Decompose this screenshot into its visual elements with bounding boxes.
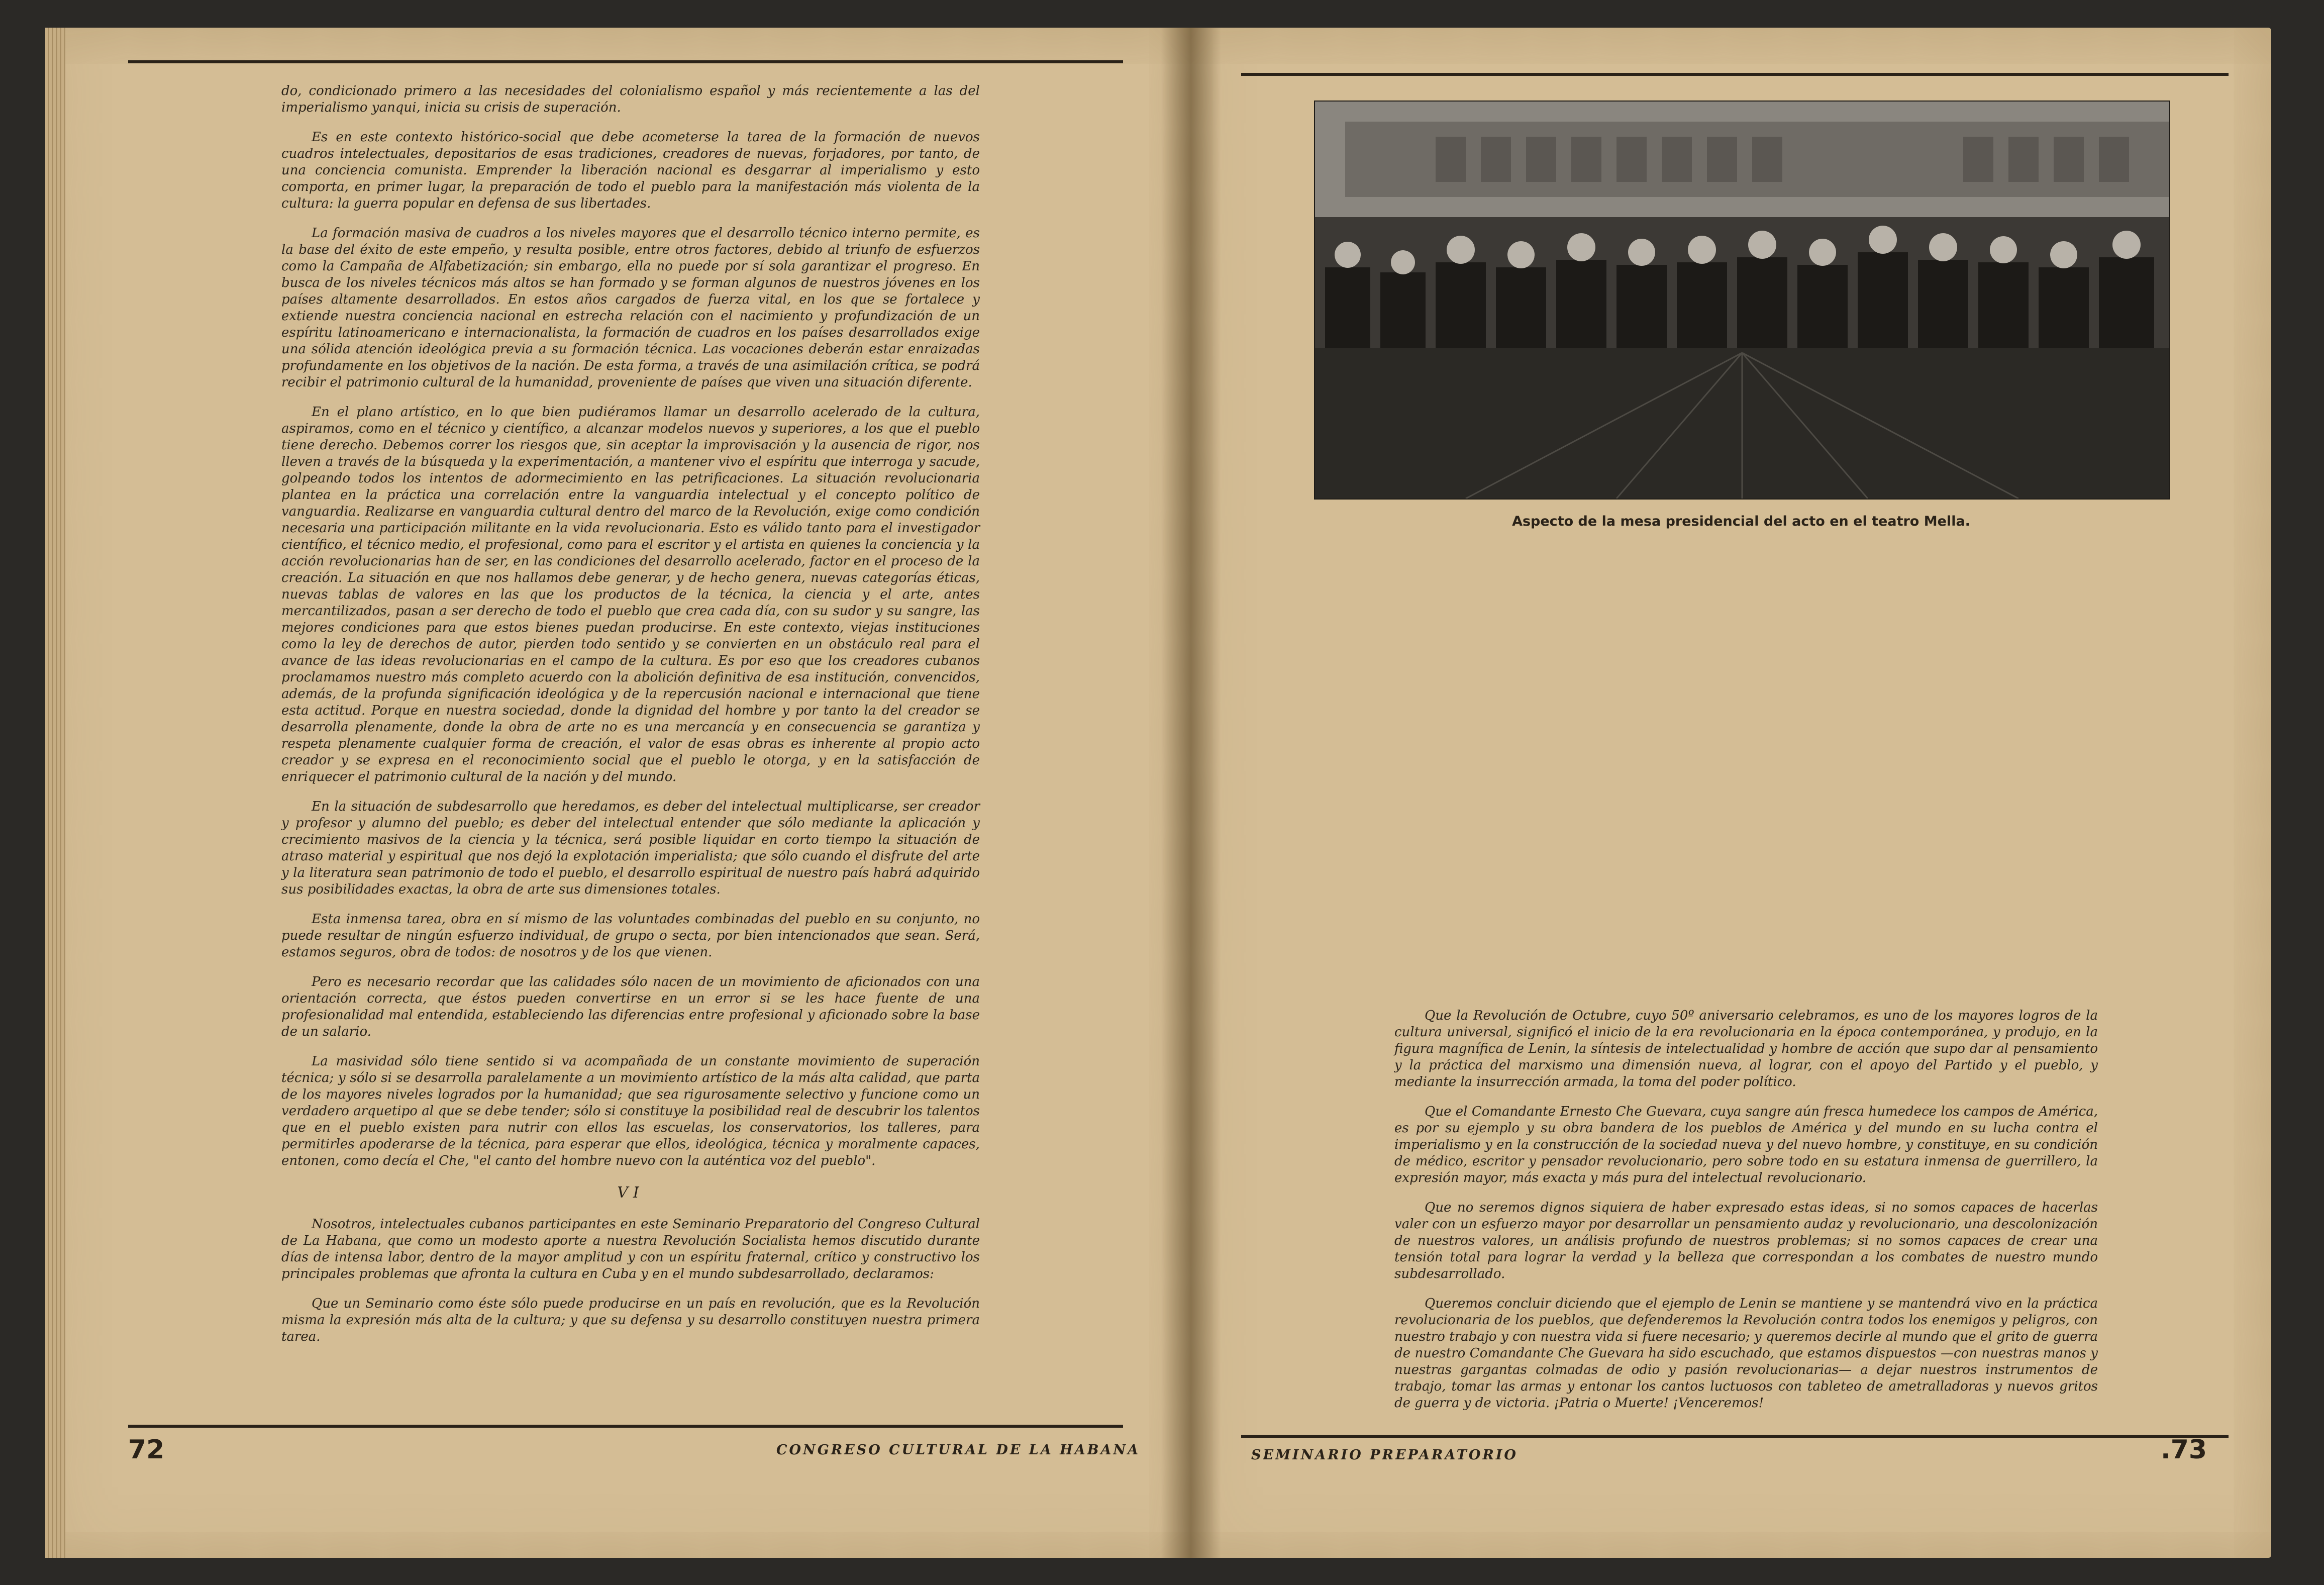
- paragraph: Esta inmensa tarea, obra en sí mismo de las voluntades combinadas del pueblo en su conjunto, no puede resultar de ningún esfuerzo individual, de grupo o secta, por bien intencionados que sean. Será, estamos seguros, obra de todos: de nosotros y de los que vienen.: [281, 912, 980, 960]
- right-top-rule: [1241, 73, 2229, 76]
- left-body-text: [281, 83, 980, 1358]
- right-bottom-rule: [1241, 1435, 2229, 1438]
- paragraph: Es en este contexto histórico-social que debe acometerse la tarea de la formación de nuevos cuadros intelectuales, depositarios de esas tradiciones, creadores de nuevas, forjadores, por tanto, de una conciencia comunista. Emprender la liberación nacional es desgarrar al imperialismo y esto comporta, en primer lugar, la preparación de todo el pueblo para la manifestación más violenta de la cultura: la guerra popular en defensa de sus libertades.: [281, 130, 980, 211]
- paragraph: La formación masiva de cuadros a los niveles mayores que el desarrollo técnico interno permite, es la base del éxito de este empeño, y resulta posible, entre otros factores, debido al triunfo de esfuerzos como la Campaña de Alfabetización; sin embargo, ella no puede por sí sola garantizar el progreso. En busca de los niveles técnicos más altos se han formado y se forman algunos de nuestros jóvenes en los países altamente desarrollados. En estos años cargados de fuerza vital, en los que se fortalece y extiende nuestra conciencia nacional en estrecha relación con el nacimiento y profundización de un espíritu latinoamericano e internacionalista, la formación de cuadros en los países desarrollados exige una sólida atención ideológica previa a su formación técnica. Las vocaciones deberán estar enraizadas profundamente en los objetivos de la nación. De esta forma, a través de una asimilación crítica, se podrá recibir el patrimonio cultural de la humanidad, proveniente de países que viven una situación diferente.: [281, 226, 980, 390]
- paragraph: Nosotros, intelectuales cubanos participantes en este Seminario Preparatorio del Congreso Cultural de La Habana, que como un modesto aporte a nuestra Revolución Socialista hemos discutido durante días de intensa labor, dentro de la mayor amplitud y con un espíritu fraternal, crítico y constructivo los principales problemas que afronta la cultura en Cuba y en el mundo subdesarrollado, declaramos:: [281, 1217, 980, 1281]
- section-heading: VI: [617, 1184, 644, 1202]
- paragraph: Que el Comandante Ernesto Che Guevara, cuya sangre aún fresca humedece los campos de América, es por su ejemplo y su obra bandera de los pueblos de América y del mundo en su lucha contra el imperialismo y en la construcción de la sociedad nueva y del nuevo hombre, y constituye, en su condición de médico, escritor y pensador revolucionario, pero sobre todo en su estatura inmensa de guerrillero, la expresión mayor, más exacta y más pura del intelectual revolucionario.: [1394, 1104, 2098, 1185]
- paragraph: do, condicionado primero a las necesidades del colonialismo español y más recientemente a las del imperialismo yanqui, inicia su crisis de superación.: [281, 83, 980, 115]
- page-edges: [45, 28, 65, 1558]
- left-top-rule: [128, 60, 1123, 63]
- right-body-text: [1394, 1008, 2098, 1425]
- gutter-shadow: [1161, 28, 1191, 1558]
- paragraph: En la situación de subdesarrollo que heredamos, es deber del intelectual multiplicarse, ser creador y profesor y alumno del pueblo; es deber del intelectual entender que sólo mediante la aplicación y crecimiento masivos de la ciencia y la técnica, será posible liquidar en corto tiempo la situación de atraso material y espiritual que nos dejó la explotación imperialista; que sólo cuando el disfrute del arte y la literatura sean patrimonio de todo el pueblo, el desarrollo espiritual de nuestro país habrá adquirido sus posibilidades exactas, la obra de arte sus dimensiones totales.: [281, 799, 980, 897]
- paragraph: La masividad sólo tiene sentido si va acompañada de un constante movimiento de superación técnica; y sólo si se desarrolla paralelamente a un movimiento artístico de la más alta calidad, que parta de los mayores niveles logrados por la humanidad; que sea rigurosamente selectivo y funcione como un verdadero arquetipo al que se debe tender; sólo si constituye la posibilidad real de descubrir los talentos que en el pueblo existen para nutrir con ellos las escuelas, los conservatorios, los talleres, para permitirles apoderarse de la técnica, para esperar que ellos, ideológica, técnica y moralmente capaces, entonen, como decía el Che, "el canto del hombre nuevo con la auténtica voz del pueblo".: [281, 1054, 980, 1168]
- footer-title: CONGRESO CULTURAL DE LA HABANA: [776, 1442, 1140, 1458]
- paragraph: Que la Revolución de Octubre, cuyo 50º aniversario celebramos, es uno de los mayores logros de la cultura universal, significó el inicio de la era revolucionaria en la época contemporánea, y produjo, en la figura magnífica de Lenin, la síntesis de intelectualidad y hombre de acción que supo dar al pensamiento y la práctica del marxismo una dimensión nueva, al lograr, con el apoyo del Partido y el pueblo, y mediante la insurrección armada, la toma del poder político.: [1394, 1008, 2098, 1089]
- photo-illustration: [1315, 102, 2169, 499]
- paragraph: Pero es necesario recordar que las calidades sólo nacen de un movimiento de aficionados con una orientación correcta, que éstos pueden convertirse en un error si se les hace fuente de una profesionalidad mal entendida, estableciendo las diferencias entre profesional y aficionado sobre la base de un salario.: [281, 974, 980, 1039]
- left-bottom-rule: [128, 1425, 1123, 1428]
- paragraph: Que un Seminario como éste sólo puede producirse en un país en revolución, que es la Revolución misma la expresión más alta de la cultura; y que su defensa y su desarrollo constituyen nuestra primera tarea.: [281, 1296, 980, 1344]
- photo-caption: Aspecto de la mesa presidencial del acto en el teatro Mella.: [1512, 514, 1970, 529]
- photograph-presidential-table: [1314, 101, 2170, 500]
- footer-title: SEMINARIO PREPARATORIO: [1251, 1447, 1518, 1463]
- paragraph: En el plano artístico, en lo que bien pudiéramos llamar un desarrollo acelerado de la cultura, aspiramos, como en el técnico y científico, a alcanzar modelos nuevos y superiores, a los que el pueblo tiene derecho. Debemos correr los riesgos que, sin aceptar la improvisación y la ausencia de rigor, nos lleven a través de la búsqueda y la experimentación, a mantener vivo el espíritu que interroga y sacude, golpeando todos los intentos de adormecimiento en las petrificaciones. La situación revolucionaria plantea en la práctica una correlación entre la vanguardia intelectual y el concepto político de vanguardia. Realizarse en vanguardia cultural dentro del marco de la Revolución, exige como condición necesaria una participación militante en la vida revolucionaria. Esto es válido tanto para el investigador científico, el técnico medio, el profesional, como para el escritor y el artista en quienes la conciencia y la acción revolucionarias han de ser, en las condiciones del desarrollo acelerado, factor en el proceso de la creación. La situación en que nos hallamos debe generar, y de hecho genera, nuevas categorías éticas, nuevas tablas de valores en las que los productos de la técnica, la ciencia y el arte, antes mercantilizados, pasan a ser derecho de todo el pueblo que crea cada día, con su sudor y su sangre, las mejores condiciones para que estos bienes puedan producirse. En este contexto, viejas instituciones como la ley de derechos de autor, pierden todo sentido y se convierten en un obstáculo real para el avance de las ideas revolucionarias en el campo de la cultura. Es por eso que los creadores cubanos proclamamos nuestro más completo acuerdo con la abolición definitiva de esa institución, convencidos, además, de la profunda significación ideológica y de la repercusión nacional e internacional que tiene esta actitud. Porque en nuestra sociedad, donde la dignidad del hombre y por tanto la del creador se desarrolla plenamente, donde la obra de arte no es una mercancía y en consecuencia se garantiza y respeta plenamente cualquier forma de creación, el valor de esas obras es inherente al propio acto creador y se expresa en el reconocimiento social que el pueblo le otorga, y en la satisfacción de enriquecer el patrimonio cultural de la nación y del mundo.: [281, 405, 980, 784]
- paragraph: Queremos concluir diciendo que el ejemplo de Lenin se mantiene y se mantendrá vivo en la práctica revolucionaria de los pueblos, que defenderemos la Revolución contra todos los enemigos y peligros, con nuestro trabajo y con nuestra vida si fuere necesario; y queremos decirle al mundo que el grito de guerra de nuestro Comandante Che Guevara ha sido escuchado, que estamos dispuestos —con nuestras manos y nuestras gargantas colmadas de odio y pasión revolucionarias— a dejar nuestros instrumentos de trabajo, tomar las armas y entonar los cantos luctuosos con tableteo de ametralladoras y nuevos gritos de guerra y de victoria. ¡Patria o Muerte! ¡Venceremos!: [1394, 1296, 2098, 1411]
- gutter-shadow: [1191, 28, 1221, 1558]
- page-number: 72: [128, 1435, 165, 1465]
- page-number: .73: [2161, 1435, 2207, 1465]
- paragraph: Que no seremos dignos siquiera de haber expresado estas ideas, si no somos capaces de hacerlas valer con un esfuerzo mayor por desarrollar un pensamiento audaz y revolucionario, una descolonización de nuestros valores, un análisis profundo de nuestros problemas; si no somos capaces de crear una tensión total para lograr la verdad y la belleza que correspondan a los combates de nuestro mundo subdesarrollado.: [1394, 1200, 2098, 1281]
